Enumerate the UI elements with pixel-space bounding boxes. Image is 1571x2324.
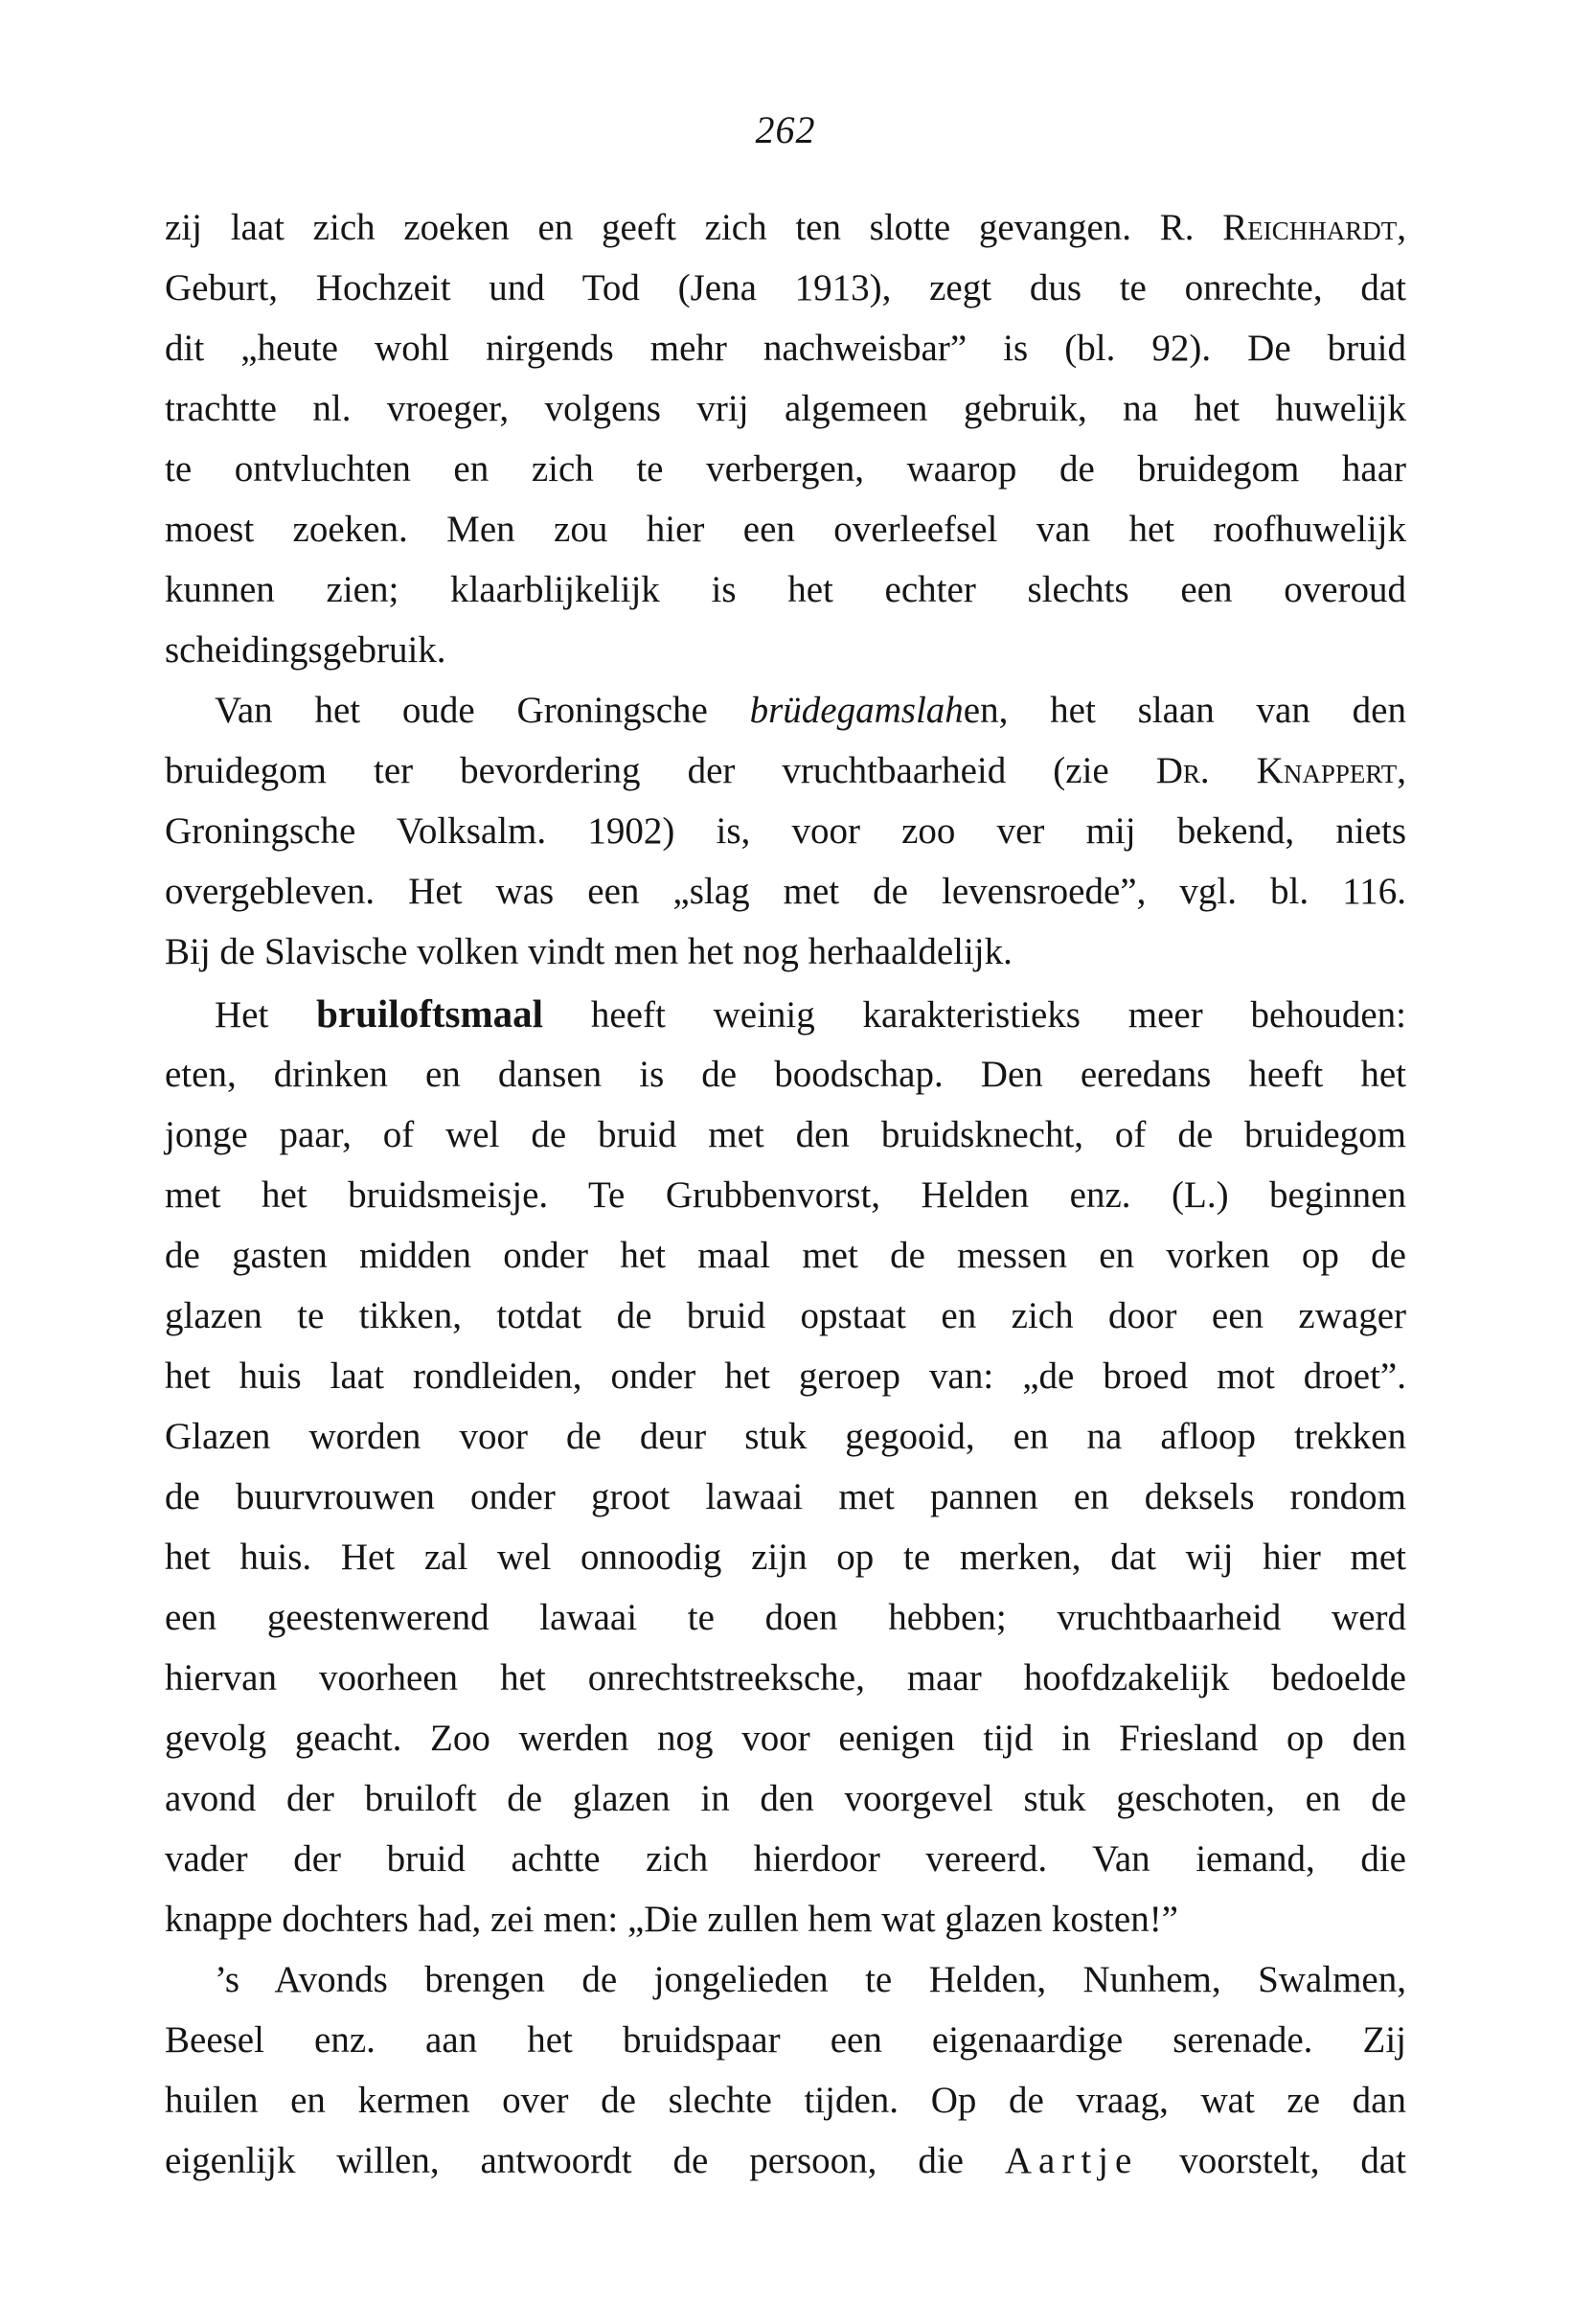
text-segment: voorstelt, dat — [1138, 2140, 1406, 2181]
text-line — [165, 2070, 1406, 2130]
text-segment: moest zoeken. Men zou hier een overleefsel van het roofhuwelijk — [165, 509, 1406, 550]
text-line — [165, 1527, 1406, 1587]
text-line — [165, 1105, 1406, 1165]
text-segment: huilen en kermen over de slechte tijden. Op de vraag, wat ze dan — [165, 2080, 1406, 2121]
text-segment: Glazen worden voor de deur stuk gegooid, en na afloop trekken — [165, 1416, 1406, 1457]
text-segment: de buurvrouwen onder groot lawaai met pannen en deksels rondom — [165, 1476, 1406, 1517]
text-line — [165, 740, 1406, 801]
text-line — [165, 922, 1406, 982]
text-line — [165, 1708, 1406, 1768]
text-segment: jonge paar, of wel de bruid met den bruidsknecht, of de bruidegom — [165, 1114, 1406, 1155]
text-line — [165, 620, 1406, 680]
text-segment: te ontvluchten en zich te verbergen, waarop de bruidegom haar — [165, 448, 1406, 490]
body-text — [165, 197, 1406, 2191]
text-line — [165, 258, 1406, 318]
text-line — [165, 2010, 1406, 2070]
text-segment: Bij de Slavische volken vindt men het nog herhaaldelijk. — [165, 931, 1013, 972]
text-bold-term: bruiloftsmaal — [316, 991, 544, 1036]
text-line — [165, 1949, 1406, 2010]
text-line — [165, 1165, 1406, 1225]
text-line — [165, 1346, 1406, 1406]
text-line — [165, 1286, 1406, 1346]
text-line — [165, 1587, 1406, 1648]
text-line — [165, 499, 1406, 559]
text-line — [165, 559, 1406, 620]
text-segment: gevolg geacht. Zoo werden nog voor eenigen tijd in Friesland op den — [165, 1718, 1406, 1759]
text-small-caps: Reichhardt — [1222, 207, 1398, 248]
text-segment: Beesel enz. aan het bruidspaar een eigenaardige serenade. Zij — [165, 2019, 1406, 2061]
text-segment: bruidegom ter bevordering der vruchtbaarheid (zie — [165, 750, 1156, 791]
text-segment: kunnen zien; klaarblijkelijk is het echter slechts een overoud — [165, 569, 1406, 610]
text-segment: Geburt, Hochzeit und Tod (Jena 1913), zegt dus te onrechte, dat — [165, 267, 1406, 308]
text-segment: eten, drinken en dansen is de boodschap. Den eeredans heeft het — [165, 1054, 1406, 1095]
text-segment: Het — [215, 994, 317, 1036]
text-line — [165, 1829, 1406, 1889]
text-line — [165, 861, 1406, 922]
text-line — [165, 318, 1406, 378]
text-segment: Groningsche Volksalm. 1902) is, voor zoo ver mij bekend, niets — [165, 810, 1406, 852]
text-line — [165, 1467, 1406, 1527]
text-line — [165, 1225, 1406, 1286]
text-small-caps: Dr. Knappert — [1155, 750, 1398, 791]
text-line — [165, 1889, 1406, 1949]
text-line — [165, 1768, 1406, 1829]
text-line — [165, 680, 1406, 740]
text-line — [165, 378, 1406, 439]
text-segment: het huis laat rondleiden, onder het geroep van: „de broed mot droet”. — [165, 1356, 1406, 1397]
text-segment: knappe dochters had, zei men: „Die zullen hem wat glazen kosten!” — [165, 1899, 1178, 1940]
text-segment: een geestenwerend lawaai te doen hebben; vruchtbaarheid werd — [165, 1597, 1406, 1638]
text-segment: vader der bruid achtte zich hierdoor vereerd. Van iemand, die — [165, 1838, 1406, 1880]
text-segment: , — [1397, 750, 1406, 791]
text-line — [165, 984, 1406, 1044]
text-segment: ’s Avonds brengen de jongelieden te Helden, Nunhem, Swalmen, — [215, 1959, 1406, 2000]
text-line — [165, 801, 1406, 861]
text-segment: met het bruidsmeisje. Te Grubbenvorst, Helden enz. (L.) beginnen — [165, 1174, 1406, 1216]
text-segment: trachtte nl. vroeger, volgens vrij algemeen gebruik, na het huwelijk — [165, 388, 1406, 429]
text-segment: Van het oude Groningsche — [215, 690, 750, 731]
text-segment: en, het slaan van den — [963, 690, 1406, 731]
text-segment: glazen te tikken, totdat de bruid opstaat en zich door een zwager — [165, 1295, 1406, 1336]
text-segment: avond der bruiloft de glazen in den voorgevel stuk geschoten, en de — [165, 1778, 1406, 1819]
text-segment: het huis. Het zal wel onnoodig zijn op te merken, dat wij hier met — [165, 1537, 1406, 1578]
text-line — [165, 2130, 1406, 2191]
text-line — [165, 1044, 1406, 1105]
text-segment: , — [1397, 207, 1406, 248]
text-line — [165, 1406, 1406, 1467]
text-segment: eigenlijk willen, antwoordt de persoon, die — [165, 2140, 1005, 2181]
text-segment: zij laat zich zoeken en geeft zich ten slotte gevangen. R. — [165, 207, 1223, 248]
page-number: 262 — [755, 108, 816, 151]
text-segment: hiervan voorheen het onrechtstreeksche, maar hoofdzakelijk bedoelde — [165, 1657, 1406, 1698]
text-segment: scheidingsgebruik. — [165, 629, 446, 671]
text-italic: brüdegamslah — [749, 690, 964, 731]
text-segment: dit „heute wohl nirgends mehr nachweisbar” is (bl. 92). De bruid — [165, 328, 1406, 369]
text-segment: heeft weinig karakteristieks meer behouden: — [543, 994, 1406, 1036]
text-segment: overgebleven. Het was een „slag met de levensroede”, vgl. bl. 116. — [165, 871, 1406, 912]
text-line — [165, 439, 1406, 499]
text-line — [165, 197, 1406, 258]
text-segment: de gasten midden onder het maal met de messen en vorken op de — [165, 1235, 1406, 1276]
text-letterspaced: Aartje — [1004, 2140, 1139, 2181]
text-line — [165, 1648, 1406, 1708]
